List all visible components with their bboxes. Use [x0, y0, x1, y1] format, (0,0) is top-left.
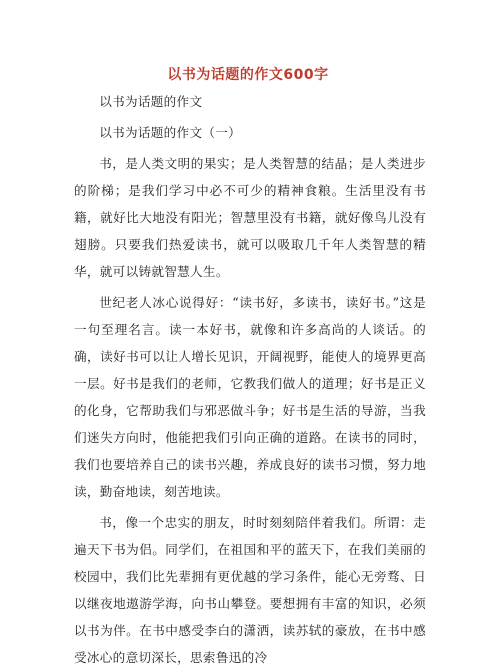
document-body [74, 88, 426, 671]
subsection-heading: 以书为话题的作文（一） [99, 125, 242, 140]
paragraph-1: 书，是人类文明的果实；是人类智慧的结晶；是人类进步的阶梯；是我们学习中必不可少的精神食粮。生活里没有书籍，就好比大地没有阳光；智慧里没有书籍，就好像鸟儿没有翅膀。只要我们热爱读书，就可以吸取几千年人类智慧的精华，就可以铸就智慧人生。 [74, 156, 426, 279]
document-title: 以书为话题的作文600字 [167, 67, 329, 83]
section-heading: 以书为话题的作文 [99, 94, 203, 109]
paragraph-2: 世纪老人冰心说得好：“读书好，多读书，读好书。”这是一句至理名言。读一本好书，就像和许多高尚的人谈话。的确，读好书可以让人增长见识，开阔视野，能使人的境界更高一层。好书是我们的老师，它教我们做人的道理；好书是正义的化身，它帮助我们与邪恶做斗争；好书是生活的导游，当我们迷失方向时，他能把我们引向正确的道路。在读书的同时，我们也要培养自己的读书兴趣，养成良好的读书习惯，努力地读，勤奋地读，刻苦地读。 [74, 295, 426, 499]
paragraph-3: 书，像一个忠实的朋友，时时刻刻陪伴着我们。所谓：走遍天下书为侣。同学们，在祖国和平的蓝天下，在我们美丽的校园中，我们比先辈拥有更优越的学习条件，能心无旁骛、日以继夜地遨游学海，向书山攀登。要想拥有丰富的知识，必须以书为伴。在书中感受李白的潇洒，读苏轼的豪放，在书中感受冰心的意切深长，思索鲁迅的冷 [74, 515, 426, 665]
